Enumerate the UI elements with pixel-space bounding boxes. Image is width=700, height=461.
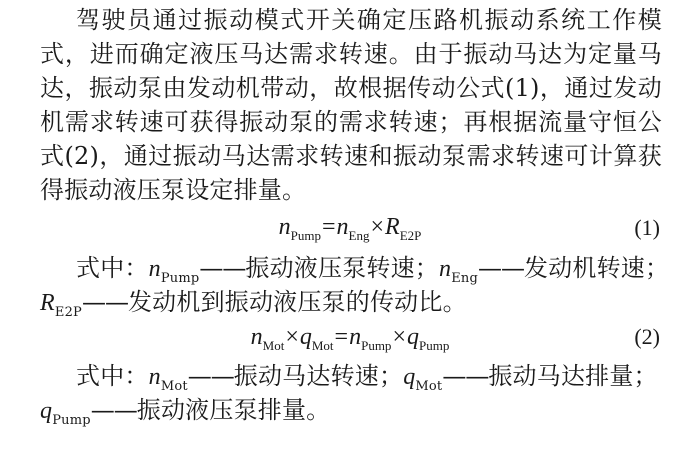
eq1-eng-sub: Eng xyxy=(348,228,370,243)
eq2-pump-sub-1: Pump xyxy=(361,338,392,353)
eq1-n-pump-var: n xyxy=(278,214,291,240)
where2-q-mot-var: q xyxy=(403,364,416,390)
eq2-times-2: × xyxy=(392,324,406,350)
eq2-mot-sub-2: Mot xyxy=(311,338,334,353)
where-2-line-1 xyxy=(76,360,662,397)
where1-prefix: 式中： xyxy=(76,254,149,282)
eq2-pump-sub-2: Pump xyxy=(418,338,450,353)
where2-n-mot-var: n xyxy=(148,364,161,390)
where-2-line-2 xyxy=(40,394,662,431)
paragraph-line-2: 式，进而确定液压马达需求转速。由于振动马达为定量马 xyxy=(40,40,662,68)
equation-2-number: (2) xyxy=(634,324,660,349)
where1-eng-desc: 发动机转速； xyxy=(524,254,670,282)
where1-r-desc: 发动机到振动液压泵的传动比。 xyxy=(127,288,467,316)
where2-dash-2: —— xyxy=(442,362,489,390)
eq1-pump-sub: Pump xyxy=(290,228,321,243)
eq1-equals: = xyxy=(321,214,336,240)
eq2-n-mot-var: n xyxy=(250,324,263,350)
where2-pump-sub: Pump xyxy=(52,413,91,428)
eq2-mot-sub-1: Mot xyxy=(262,338,285,353)
paragraph-line-1: 驾驶员通过振动模式开关确定压路机振动系统工作模 xyxy=(76,6,662,34)
paragraph-line-5: 式(2)，通过振动马达需求转速和振动泵需求转速可计算获 xyxy=(40,142,662,170)
where2-mot-sub-2: Mot xyxy=(415,379,443,394)
eq2-q-mot-var: q xyxy=(299,324,312,350)
where2-dash-3: —— xyxy=(90,396,137,424)
eq2-equals: = xyxy=(334,324,349,350)
where2-mot-sub-1: Mot xyxy=(160,379,188,394)
where1-pump-sub: Pump xyxy=(160,271,200,286)
eq2-n-pump-var: n xyxy=(349,324,362,350)
eq1-r-var: R xyxy=(385,214,400,240)
equation-1-number: (1) xyxy=(634,215,660,240)
where1-dash-2: —— xyxy=(478,254,524,282)
where1-dash-1: —— xyxy=(199,254,246,282)
where1-n-eng-var: n xyxy=(439,256,452,282)
eq1-n-eng-var: n xyxy=(336,214,349,240)
where2-q-pump-var: q xyxy=(40,398,53,424)
eq2-q-pump-var: q xyxy=(406,324,419,350)
where2-qmot-desc: 振动马达排量； xyxy=(488,362,658,390)
where1-dash-3: —— xyxy=(81,288,128,316)
where-1-line-1 xyxy=(76,252,670,289)
equation-1 xyxy=(0,212,700,245)
where2-prefix: 式中： xyxy=(76,362,149,390)
where1-eng-sub: Eng xyxy=(451,271,478,286)
where1-r-var: R xyxy=(40,290,55,316)
where-1-line-2 xyxy=(40,286,662,323)
where2-dash-1: —— xyxy=(187,362,234,390)
paragraph-line-4: 机需求转速可获得振动泵的需求转速；再根据流量守恒公 xyxy=(40,108,662,136)
paragraph-line-3: 达，振动泵由发动机带动，故根据传动公式(1)，通过发动 xyxy=(40,74,662,102)
eq1-times: × xyxy=(370,214,385,240)
where1-e2p-sub: E2P xyxy=(54,305,82,320)
eq1-e2p-sub: E2P xyxy=(399,228,422,243)
equation-2 xyxy=(0,322,700,355)
paragraph-line-6: 得振动液压泵设定排量。 xyxy=(40,176,307,204)
where2-qpump-desc: 振动液压泵排量。 xyxy=(136,396,331,424)
eq2-times-1: × xyxy=(285,324,299,350)
where1-n-var: n xyxy=(148,256,161,282)
where2-nmot-desc: 振动马达转速； xyxy=(233,362,404,390)
where1-pump-desc: 振动液压泵转速； xyxy=(245,254,439,282)
